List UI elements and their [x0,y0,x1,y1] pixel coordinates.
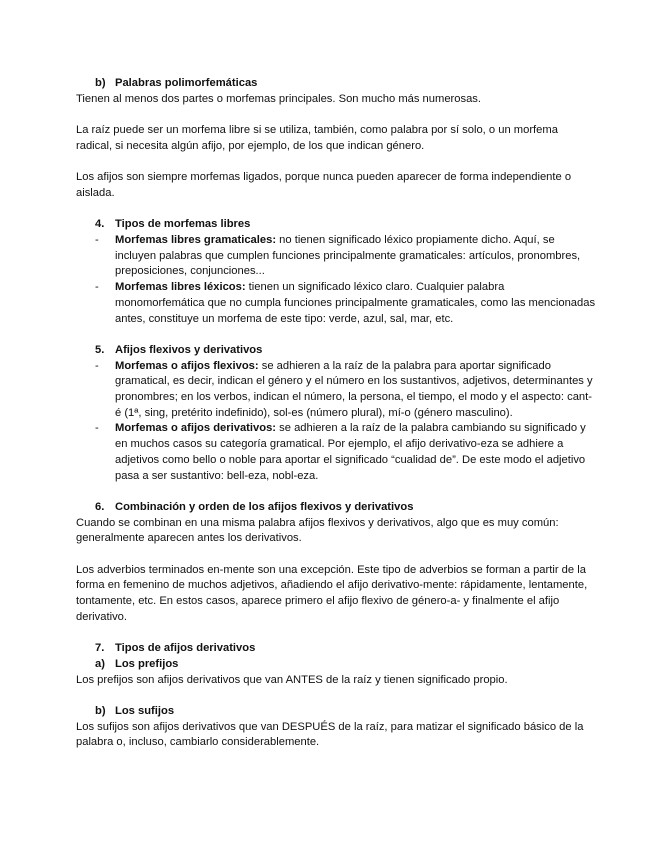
heading-text: Los prefijos [115,657,179,670]
list-item-text: se adhieren a la raíz de la palabra cambiando su significado y en muchos casos su categoría gramatical. Por ejemplo, el afijo derivativo-eza se adhiere a adjetivos como bello o noble para aportar el significado “cualidad de”. De este modo el adjetivo pasa a ser sustantivo: bell-eza, nobl-eza. [115,422,586,482]
heading-tipos-morfemas-libres [76,217,596,233]
list-item [76,280,596,327]
list-item-term: Morfemas o afijos derivativos: [115,422,277,435]
paragraph: Los adverbios terminados en-mente son una excepción. Este tipo de adverbios se forman a partir de la forma en femenino de muchos adjetivos, añadiendo el afijo derivativo-mente: rápidamente, lentamente, tontamente, etc. En estos casos, aparece primero el afijo flexivo de género-a- y finalmente el afijo derivativo. [76,563,588,623]
bullet-dash: - [95,422,99,435]
heading-marker: 6. [95,500,105,513]
list-item-term: Morfemas libres léxicos: [115,281,246,294]
list-item [76,359,596,422]
list-item-text: no tienen significado léxico propiamente dicho. Aquí, se incluyen palabras que cumplen funciones principalmente gramaticales: artículos, pronombres, preposiciones, conjunciones... [115,233,581,278]
list-item-term: Morfemas libres gramaticales: [115,233,277,246]
paragraph: La raíz puede ser un morfema libre si se utiliza, también, como palabra por sí solo, o un morfema radical, si necesita algún afijo, por ejemplo, de los que indican género. [76,124,558,152]
heading-marker: 4. [95,218,105,231]
heading-text: Los sufijos [115,705,175,717]
list-item-term: Morfemas o afijos flexivos: [115,359,259,372]
paragraph: Los prefijos son afijos derivativos que van ANTES de la raíz y tienen significado propio. [76,673,508,686]
paragraph: Tienen al menos dos partes o morfemas principales. Son mucho más numerosas. [76,92,482,105]
heading-combinacion-orden [76,500,596,516]
list-item-text: se adhieren a la raíz de la palabra para aportar significado gramatical, es decir, indican el género y el número en los sustantivos, adjetivos, determinantes y pronombres; en los verbos, indican el número, la persona, el tiempo, el modo y el aspecto: cant-é (1ª, sing, pretérito indefinido), sol-es (número plural), mí-o (género masculino). [115,359,593,419]
heading-marker: 7. [95,642,105,655]
heading-polimorfematicas [76,76,596,92]
list-item [76,233,596,280]
heading-text: Palabras polimorfemáticas [115,77,258,89]
list-item [76,421,596,484]
heading-text: Combinación y orden de los afijos flexivos y derivativos [115,500,414,513]
heading-marker: b) [95,77,106,89]
heading-sufijos [76,704,596,720]
document-page [76,76,596,751]
bullet-dash: - [95,281,99,294]
list-item-text: tienen un significado léxico claro. Cualquier palabra monomorfemática que no cumpla funciones principalmente gramaticales, como las mencionadas antes, constituye un morfema de este tipo: verde, azul, sal, mar, etc. [115,281,596,325]
heading-marker: 5. [95,343,105,356]
heading-tipos-afijos-derivativos [76,641,596,657]
paragraph: Cuando se combinan en una misma palabra afijos flexivos y derivativos, algo que es muy común: generalmente aparecen antes los derivativos. [76,516,559,545]
paragraph: Los afijos son siempre morfemas ligados, porque nunca pueden aparecer de forma independiente o aislada. [76,171,572,199]
heading-text: Afijos flexivos y derivativos [115,343,263,356]
heading-text: Tipos de afijos derivativos [115,642,256,655]
heading-text: Tipos de morfemas libres [115,218,251,231]
heading-prefijos [76,657,596,673]
paragraph: Los sufijos son afijos derivativos que van DESPUÉS de la raíz, para matizar el significado básico de la palabra o, incluso, cambiarlo considerablemente. [76,720,584,749]
bullet-dash: - [95,233,99,246]
bullet-dash: - [95,359,99,372]
heading-marker: b) [95,705,106,717]
heading-marker: a) [95,657,105,670]
heading-afijos-flexivos-derivativos [76,343,596,359]
